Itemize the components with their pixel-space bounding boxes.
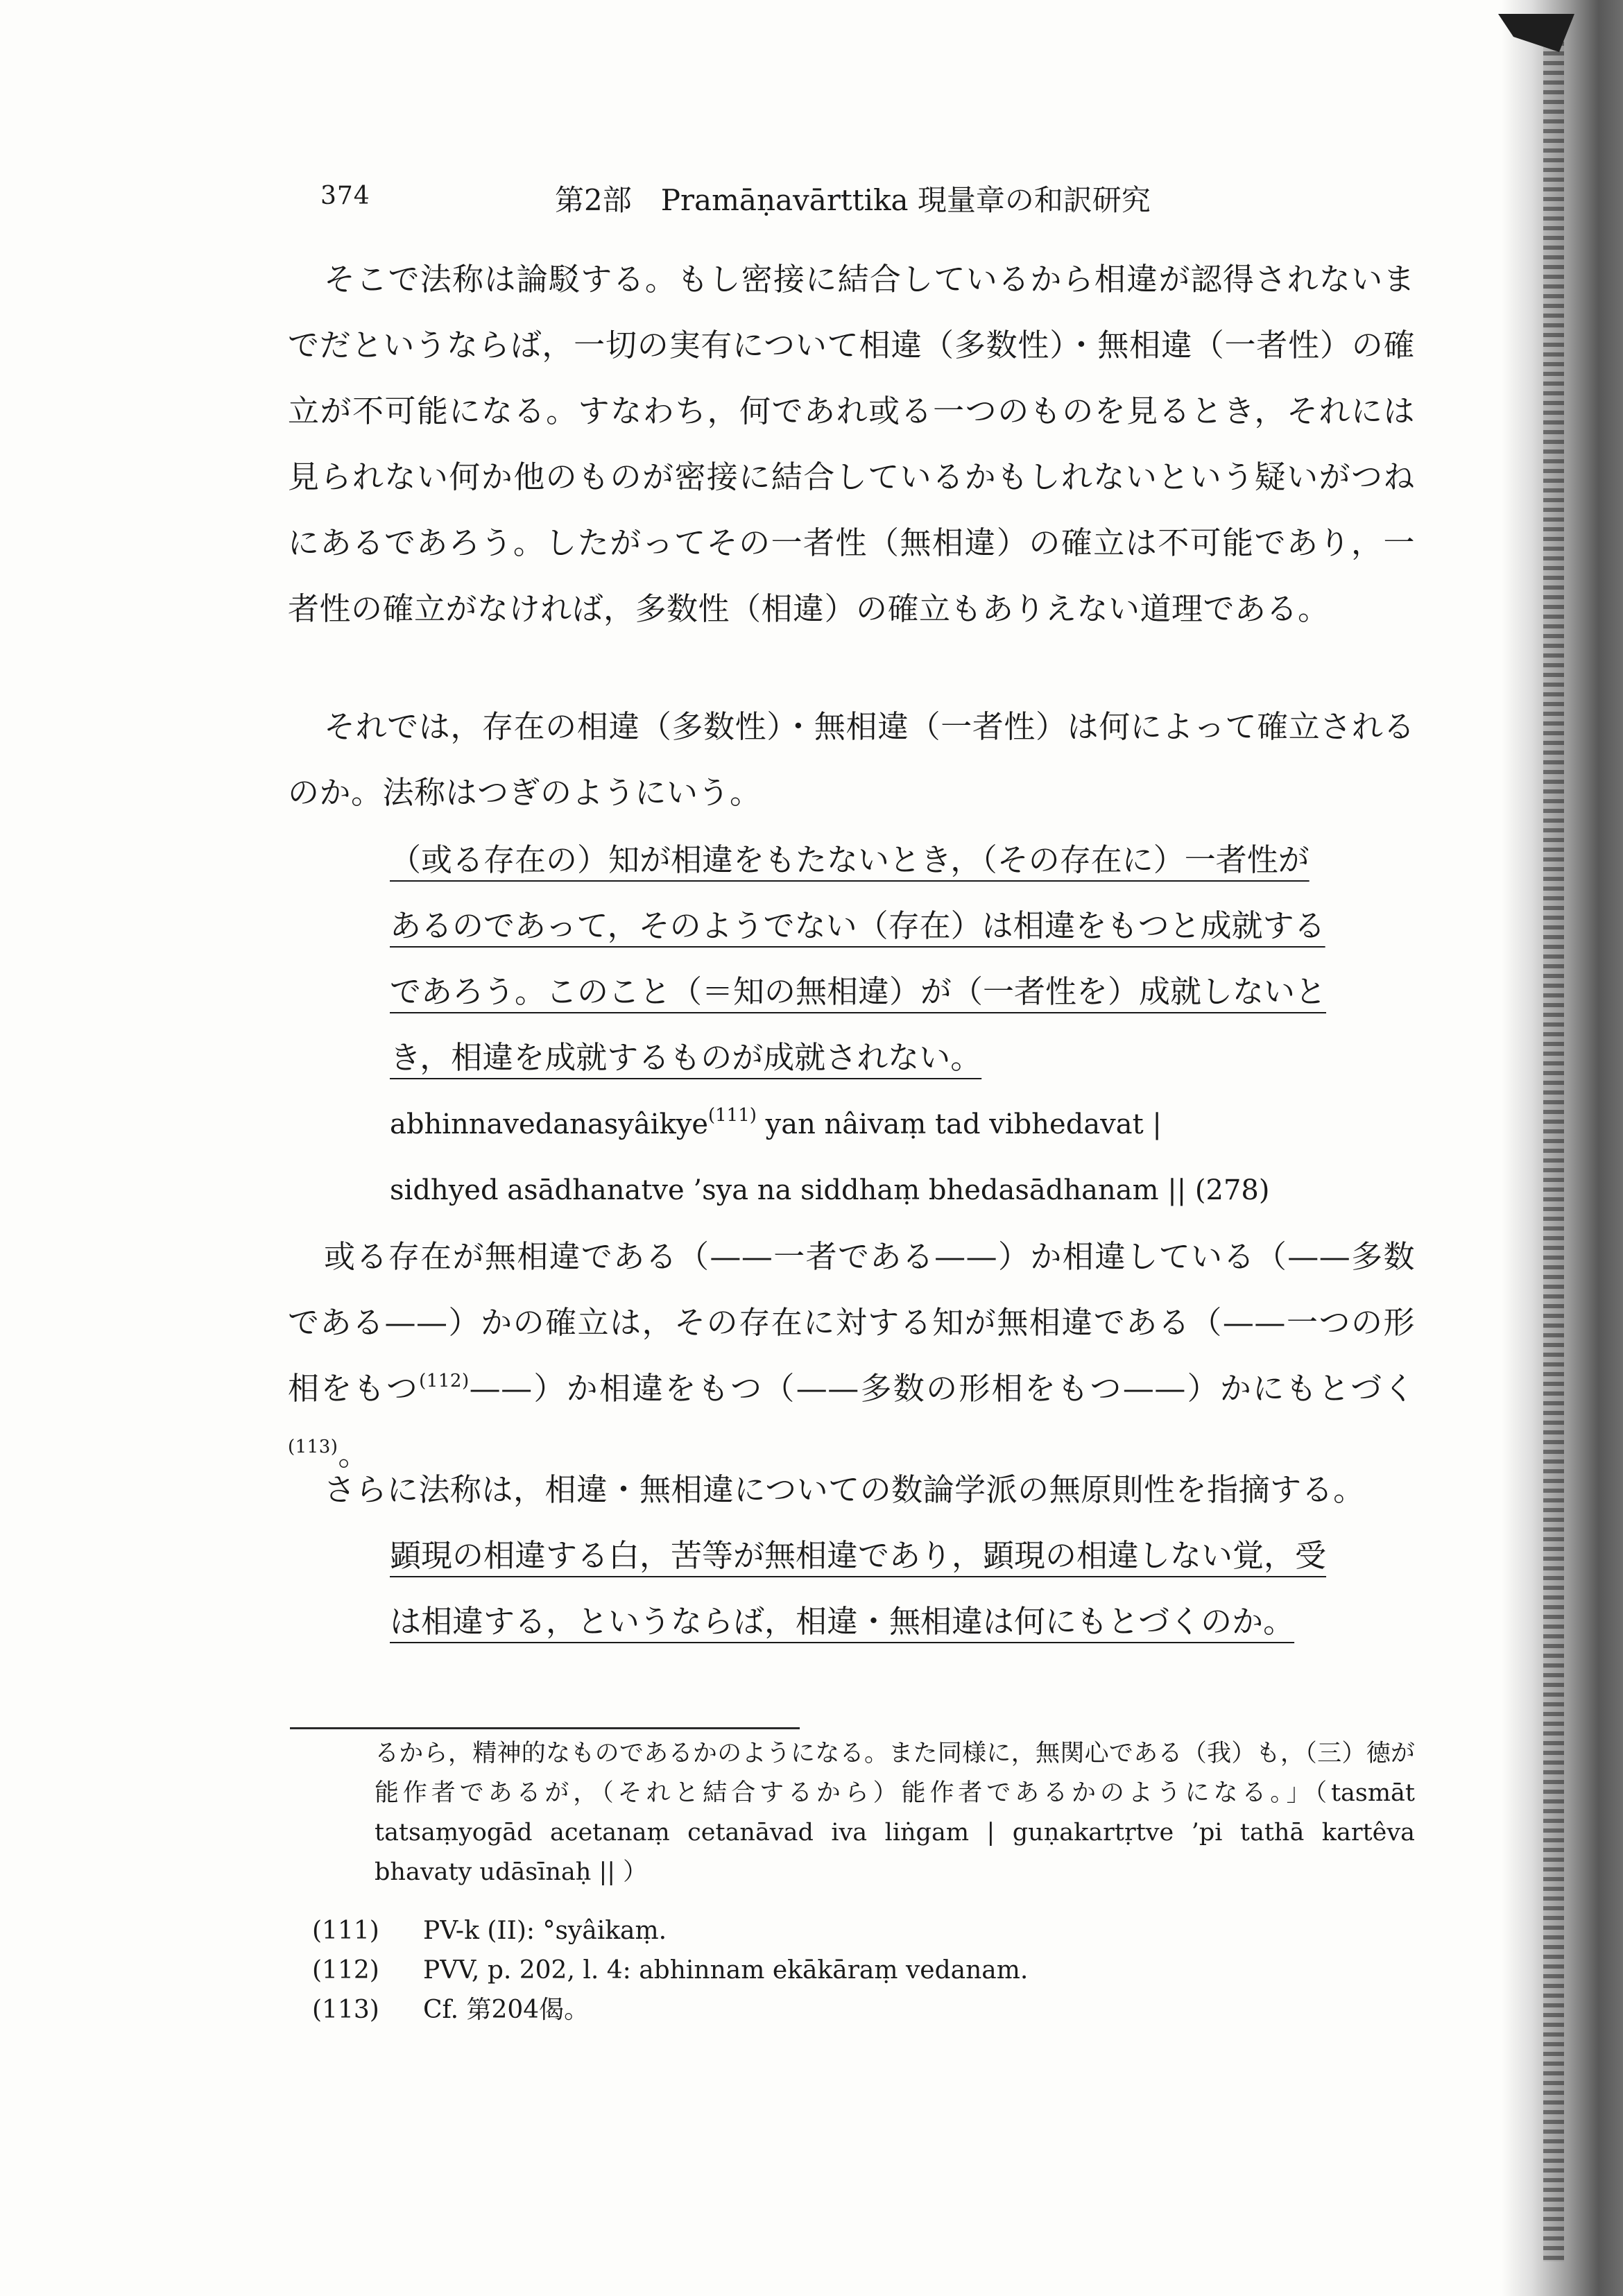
verse-translation-278 xyxy=(390,827,1340,1090)
verse-translation-samkhya xyxy=(390,1523,1340,1654)
paragraph-1: そこで法称は論駁する。もし密接に結合しているから相違が認得されないまでだというならば，一切の実有について相違（多数性）・無相違（一者性）の確立が不可能になる。すなわち，何であれ或る一つのものを見るとき，それには見られない何か他のものが密接に結合しているかもしれないという疑いがつねにあるであろう。したがってその一者性（無相違）の確立は不可能であり，一者性の確立がなければ，多数性（相違）の確立もありえない道理である。 xyxy=(288,261,1415,627)
footnote-text: PVV, p. 202, l. 4: abhinnam ekākāraṃ vedanam. xyxy=(423,1956,1029,1985)
footnote-number: (112) xyxy=(312,1956,379,1985)
paragraph-text: 。 xyxy=(338,1436,370,1473)
footnote-continuation: るから，精神的なものであるかのようになる。また同様に，無関心である（我）も，（三）徳が能作者であるが，（それと結合するから）能作者であるかのようになる。」（tasmāt tatsaṃyogād acetanaṃ cetanāvad iva liṅgam | guṇakartṛtve ’pi tathā kartêva bhavaty udāsīnaḥ || ） xyxy=(375,1740,1415,1886)
binding-texture xyxy=(1543,42,1564,2261)
footnote-number: (113) xyxy=(312,1996,379,2024)
running-title: 第2部 Pramāṇavārttika 現量章の和訳研究 xyxy=(555,183,1151,217)
footnote-ref-113: (113) xyxy=(288,1437,338,1457)
paragraph-4: さらに法称は，相違・無相違についての数論学派の無原則性を指摘する。 xyxy=(324,1471,1365,1508)
footnote-113 xyxy=(312,1990,589,2030)
page-number: 374 xyxy=(320,182,370,210)
footnote-ref-111: (111) xyxy=(707,1105,757,1126)
footnote-text: Cf. 第204偈。 xyxy=(423,1996,590,2024)
paragraph-3 xyxy=(288,1224,1415,1487)
sanskrit-text: yan nâivaṃ tad vibhedavat | xyxy=(756,1108,1162,1140)
paragraph-text: ——）か相違をもつ（——多数の形相をもつ——）かにもとづく xyxy=(469,1370,1415,1407)
footnote-number: (111) xyxy=(312,1917,379,1945)
footnote-112 xyxy=(312,1951,1028,1990)
paragraph-text: 或る存在が無相違である（——一者である——）か相違している（——多数である——）かの確立は，その存在に対する知が無相違である（——一つの形相をもつ xyxy=(288,1238,1415,1407)
footnote-divider xyxy=(290,1727,800,1729)
footnote-111 xyxy=(312,1911,667,1951)
footnote-text: PV-k (II): °syâikaṃ. xyxy=(423,1917,667,1945)
sanskrit-text: abhinnavedanasyâikye xyxy=(390,1108,708,1140)
verse-translation-text: 顕現の相違する白，苦等が無相違であり，顕現の相違しない覚，受は相違する，というならば，相違・無相違は何にもとづくのか。 xyxy=(390,1537,1327,1640)
sanskrit-verse-line-2: sidhyed asādhanatve ’sya na siddhaṃ bhedasādhanam || (278) xyxy=(390,1174,1270,1206)
sanskrit-verse-line-1 xyxy=(390,1092,1162,1158)
verse-translation-text: （或る存在の）知が相違をもたないとき，（その存在に）一者性があるのであって，そのようでない（存在）は相違をもつと成就するであろう。このこと（＝知の無相違）が（一者性を）成就しないとき，相違を成就するものが成就されない。 xyxy=(390,841,1327,1076)
footnote-ref-112: (112) xyxy=(419,1371,470,1391)
paragraph-2: それでは，存在の相違（多数性）・無相違（一者性）は何によって確立されるのか。法称はつぎのようにいう。 xyxy=(288,708,1415,811)
